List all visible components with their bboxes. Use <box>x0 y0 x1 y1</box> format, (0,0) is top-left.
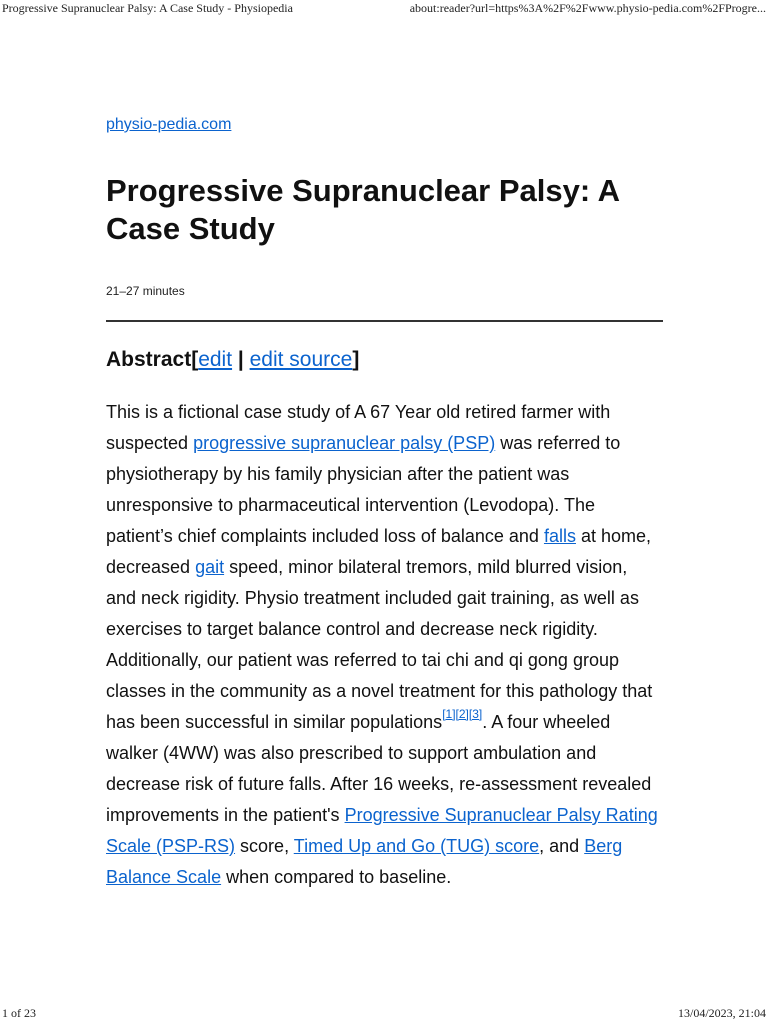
header-divider <box>106 320 663 322</box>
paragraph-text: speed, minor bilateral tremors, mild blurred vision, and neck rigidity. Physio treatment included gait training, as well as exercises to target balance control and decrease neck rigidity. Additionally, our patient was referred to tai chi and qi gong group classes in the community as a novel treatment for this pathology that has been successful in similar populations <box>106 557 653 732</box>
edit-separator: | <box>232 348 250 371</box>
reader-view-article <box>106 114 662 911</box>
bracket-open: [ <box>191 348 199 371</box>
print-header-url: about:reader?url=https%3A%2F%2Fwww.physio-pedia.com%2FProgre... <box>409 1 766 15</box>
abstract-paragraph <box>106 397 662 893</box>
link-berg[interactable]: Berg Balance Scale <box>106 836 623 887</box>
references <box>442 707 482 721</box>
paragraph-text: when compared to baseline. <box>221 867 452 887</box>
print-header-title: Progressive Supranuclear Palsy: A Case Study - Physiopedia <box>2 1 293 15</box>
link-gait[interactable]: gait <box>195 557 225 577</box>
article-title: Progressive Supranuclear Palsy: A Case Study <box>106 173 619 246</box>
bracket-close: ] <box>352 348 360 371</box>
reference-link-2[interactable]: [2] <box>455 707 469 721</box>
print-footer <box>0 1006 768 1022</box>
paragraph-text: at home, decreased <box>106 526 652 577</box>
paragraph-text: . A four wheeled walker (4WW) was also prescribed to support ambulation and decrease risk of future falls. After 16 weeks, re-assessment revealed improvements in the patient's <box>106 712 652 825</box>
print-header <box>0 1 768 17</box>
edit-link[interactable]: edit <box>198 348 233 371</box>
link-tug[interactable]: Timed Up and Go (TUG) score <box>293 836 540 856</box>
page-counter: 1 of 23 <box>2 1006 36 1020</box>
edit-source-link[interactable]: edit source <box>249 348 353 371</box>
paragraph-text: This is a fictional case study of A 67 Year old retired farmer with suspected <box>106 402 611 453</box>
link-falls[interactable]: falls <box>543 526 576 546</box>
paragraph-text: was referred to physiotherapy by his family physician after the patient was unresponsive to pharmaceutical intervention (Levodopa). The patient’s chief complaints included loss of balance and <box>106 433 621 546</box>
print-datetime: 13/04/2023, 21:04 <box>677 1006 766 1020</box>
paragraph-text: , and <box>539 836 585 856</box>
section-heading-abstract <box>106 346 662 374</box>
link-psp-rs[interactable]: Progressive Supranuclear Palsy Rating Scale (PSP-RS) <box>106 805 658 856</box>
section-heading-text: Abstract <box>106 348 192 371</box>
reading-time: 21–27 minutes <box>106 284 185 298</box>
source-domain-link[interactable]: physio-pedia.com <box>106 116 232 133</box>
reference-link-1[interactable]: [1] <box>442 707 456 721</box>
paragraph-text: score, <box>235 836 294 856</box>
link-psp[interactable]: progressive supranuclear palsy (PSP) <box>193 433 496 453</box>
reference-link-3[interactable]: [3] <box>468 707 483 721</box>
